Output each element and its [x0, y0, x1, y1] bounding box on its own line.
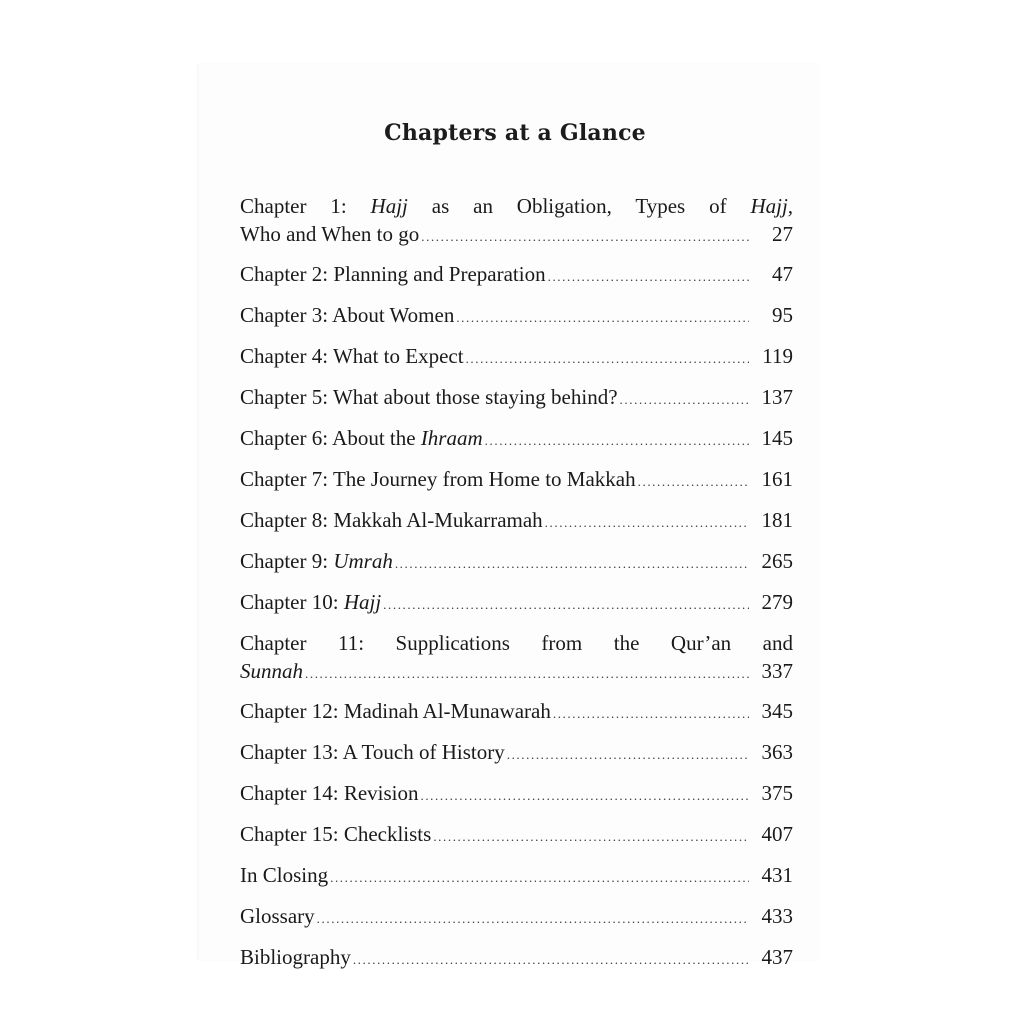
- toc-page-number: 181: [761, 508, 793, 532]
- toc-entry-chapter-13[interactable]: [240, 738, 793, 769]
- toc-entry-label: Chapter 12: Madinah Al-Munawarah: [240, 699, 551, 723]
- dot-leader: [456, 304, 749, 332]
- toc-entry-label: Chapter 6: About the Ihraam: [240, 426, 483, 450]
- toc-entry-glossary[interactable]: [240, 902, 793, 933]
- toc-entry-label: Chapter 2: Planning and Preparation: [240, 262, 546, 286]
- toc-entry-label: Chapter 8: Makkah Al-Mukarramah: [240, 508, 543, 532]
- toc-page-number: 119: [762, 344, 793, 368]
- toc-entry-first-line: Chapter 11: Supplications from the Qur’an and: [240, 631, 793, 655]
- dot-leader: [353, 946, 749, 974]
- dot-leader: [420, 782, 749, 810]
- toc-entry-chapter-3[interactable]: [240, 301, 793, 332]
- toc-entry-chapter-15[interactable]: [240, 820, 793, 851]
- dot-leader: [553, 700, 749, 728]
- toc-entry-chapter-4[interactable]: [240, 342, 793, 373]
- toc-page-number: 145: [761, 426, 793, 450]
- toc-entry-chapter-6[interactable]: [240, 424, 793, 455]
- toc-page-number: 407: [761, 822, 793, 846]
- toc-page-number: 337: [761, 659, 793, 683]
- toc-entry-chapter-12[interactable]: [240, 697, 793, 728]
- toc-entry-label: Chapter 10: Hajj: [240, 590, 382, 614]
- toc-entry-label: Chapter 9: Umrah: [240, 549, 393, 573]
- dot-leader: [548, 263, 749, 291]
- toc-entry-label: Chapter 15: Checklists: [240, 822, 432, 846]
- toc-page-number: 345: [761, 699, 793, 723]
- toc-page-number: 279: [761, 590, 793, 614]
- toc-entry-chapter-5[interactable]: [240, 383, 793, 414]
- toc-entry-chapter-2[interactable]: [240, 260, 793, 291]
- toc-entry-chapter-8[interactable]: [240, 506, 793, 537]
- dot-leader: [507, 741, 749, 769]
- toc-page-number: 47: [772, 262, 793, 286]
- dot-leader: [485, 427, 749, 455]
- dot-leader: [620, 386, 749, 414]
- toc-entry-chapter-7[interactable]: [240, 465, 793, 496]
- toc-entry-label: Chapter 7: The Journey from Home to Makkah: [240, 467, 636, 491]
- toc-entry-label: In Closing: [240, 863, 329, 887]
- toc-entry-label: Chapter 13: A Touch of History: [240, 740, 505, 764]
- toc-entry-chapter-1[interactable]: [240, 192, 793, 251]
- toc-entry-chapter-9[interactable]: [240, 547, 793, 578]
- toc-entry-in-closing[interactable]: [240, 861, 793, 892]
- toc-page-number: 433: [761, 904, 793, 928]
- dot-leader: [421, 223, 749, 251]
- toc-page-number: 363: [761, 740, 793, 764]
- toc-page-number: 431: [761, 863, 793, 887]
- table-of-contents: [240, 192, 793, 984]
- toc-entry-first-line: Chapter 1: Hajj as an Obligation, Types of Hajj,: [240, 194, 794, 218]
- toc-page-number: 161: [761, 467, 793, 491]
- toc-entry-label: Bibliography: [240, 945, 351, 969]
- toc-page-number: 27: [772, 222, 793, 246]
- dot-leader: [383, 591, 749, 619]
- toc-entry-label: Chapter 5: What about those staying behind?: [240, 385, 618, 409]
- toc-page-number: 95: [772, 303, 793, 327]
- toc-page-number: 265: [761, 549, 793, 573]
- dot-leader: [317, 905, 749, 933]
- toc-entry-label: Chapter 14: Revision: [240, 781, 419, 805]
- dot-leader: [305, 660, 749, 688]
- page-title: Chapters at a Glance: [384, 120, 646, 146]
- toc-entry-label: Glossary: [240, 904, 315, 928]
- dot-leader: [638, 468, 749, 496]
- toc-entry-chapter-14[interactable]: [240, 779, 793, 810]
- toc-entry-label: Who and When to go: [240, 222, 420, 246]
- toc-entry-bibliography[interactable]: [240, 943, 793, 974]
- toc-page-number: 137: [761, 385, 793, 409]
- toc-page-number: 375: [761, 781, 793, 805]
- toc-entry-label: Chapter 3: About Women: [240, 303, 455, 327]
- toc-entry-label: Sunnah: [240, 659, 303, 683]
- dot-leader: [433, 823, 749, 851]
- toc-page-number: 437: [761, 945, 793, 969]
- toc-entry-chapter-11[interactable]: [240, 629, 793, 688]
- toc-entry-label: Chapter 4: What to Expect: [240, 344, 464, 368]
- toc-entry-chapter-10[interactable]: [240, 588, 793, 619]
- dot-leader: [545, 509, 749, 537]
- dot-leader: [395, 550, 749, 578]
- dot-leader: [466, 345, 749, 373]
- dot-leader: [330, 864, 749, 892]
